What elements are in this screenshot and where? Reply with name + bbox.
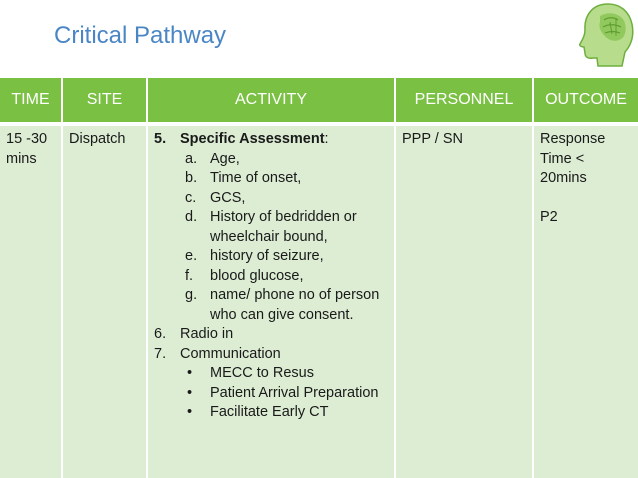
list-item [154,286,388,325]
list-item [154,189,388,209]
list-item [154,150,388,170]
list-text: history of seizure, [210,248,324,264]
header-time: TIME [0,78,62,122]
list-text: History of bedridden or wheelchair bound, [210,209,357,245]
cell-site [62,126,147,478]
activity-item-5 [154,130,388,150]
cell-outcome [533,126,638,478]
list-letter: g. [185,287,198,303]
green-head-icon [570,0,638,72]
top-bar [0,0,638,10]
list-text: Age, [210,150,240,167]
slide-title: Critical Pathway [54,22,227,49]
item-colon: : [324,131,329,147]
site-value: Dispatch [69,131,126,147]
list-item [154,403,388,423]
assessment-sublist [154,150,388,326]
list-letter: a. [185,150,198,167]
list-item [154,384,388,404]
list-letter: e. [185,248,198,264]
bullet-glyph: • [187,404,193,420]
outcome-response: Response Time < 20mins [540,131,606,186]
list-item [154,364,388,384]
list-item [154,247,388,267]
activity-item-6 [154,325,388,345]
item-text: Communication [180,345,281,362]
header-personnel: PERSONNEL [395,78,533,122]
header-site: SITE [62,78,147,122]
list-text: MECC to Resus [210,365,314,381]
header-activity: ACTIVITY [147,78,395,122]
list-letter: f. [185,267,194,284]
activity-list [154,130,388,150]
bullet-glyph: • [187,365,193,381]
activity-list-cont [154,325,388,364]
table-row [0,126,638,478]
list-text: Patient Arrival Preparation [210,384,379,401]
cell-personnel [395,126,533,478]
list-text: blood glucose, [210,267,304,284]
item-number: 7. [154,345,167,362]
list-letter: b. [185,170,198,186]
list-text: Time of onset, [210,170,302,186]
item-number: 5. [154,131,167,147]
list-text: Facilitate Early CT [210,404,329,420]
list-item [154,208,388,247]
list-text: GCS, [210,189,246,206]
bullet-glyph: • [187,384,193,401]
item-text: Radio in [180,326,234,342]
list-item [154,169,388,189]
header-outcome: OUTCOME [533,78,638,122]
item-label: Specific Assessment [180,131,325,147]
outcome-priority: P2 [540,208,558,225]
communication-bullets [154,364,388,423]
cell-time [0,126,62,478]
list-text: name/ phone no of person who can give consent. [210,287,380,323]
activity-item-7 [154,345,388,365]
pathway-table [0,78,638,478]
header-row [0,78,638,122]
time-value: 15 -30 mins [6,131,48,167]
list-item [154,267,388,287]
list-letter: d. [185,209,198,225]
item-number: 6. [154,326,167,342]
personnel-value: PPP / SN [402,131,463,147]
cell-activity [147,126,395,478]
list-letter: c. [185,189,197,206]
